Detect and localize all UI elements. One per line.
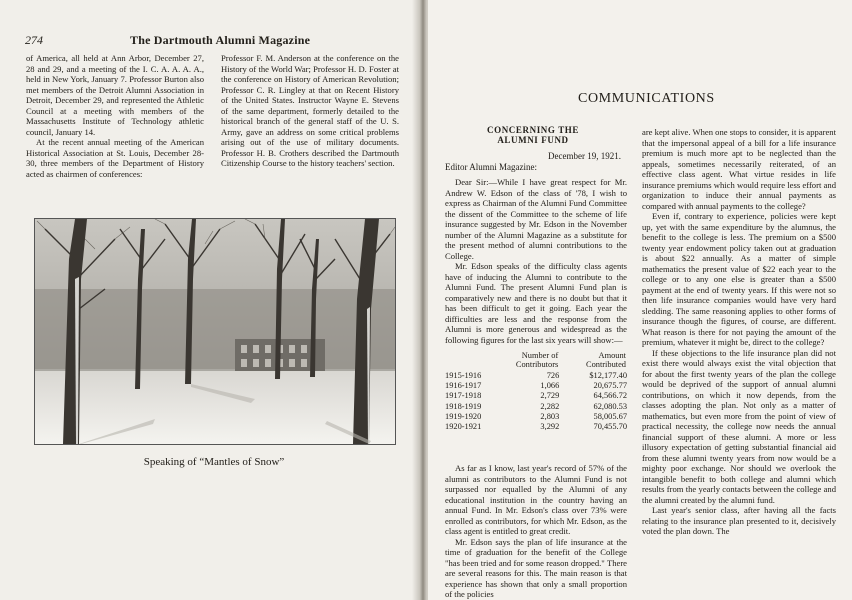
table-row	[445, 391, 627, 401]
table-row	[445, 402, 627, 412]
right-column-1-bottom	[445, 463, 627, 600]
amount-cell: $12,177.40	[589, 371, 627, 380]
paragraph: Even if, contrary to experience, policies were kept up, yet with the same expenditure by the alumnus, the benefit to the college is less. The premium on a $500 twenty year endowment policy taken out at graduation is about $22 annually. As a matter of simple mathematics the present value of $22 each year to the college or to any one else is greater than a $500 payment at the end of twenty years. If this were not so then life insurance companies would have very hard sledding. The same reasoning applies to other forms of insurance though the figures, of course, are different. What reason is there for not paying the amount of the premium, whatever it might be, direct to the college?	[642, 211, 836, 347]
years-cell: 1917-1918	[445, 391, 482, 401]
years-cell: 1915-1916	[445, 371, 482, 380]
left-column-1	[26, 53, 204, 179]
page-number: 274	[25, 33, 43, 47]
contributors-cell: 726	[546, 371, 560, 380]
contributors-header: Number of Contributors	[515, 351, 559, 369]
left-column-2	[221, 53, 399, 169]
contributors-cell: 2,803	[540, 411, 560, 421]
alumni-fund-table	[445, 350, 627, 432]
snow-photo	[34, 218, 396, 445]
photo-caption: Speaking of “Mantles of Snow”	[143, 456, 285, 468]
paragraph: If these objections to the life insurance plan did not exist there would always exist the vital objection that for about the first twenty years of the plan the college would be deprived of the support of annual alumni contributions, on which it now depends, from the classes adopting the plan. Not only as a matter of mathematics, but even more from the point of view of practical necessity, the college now needs the annual financial support of these alumni. A more or less illusory expectation of getting substantial financial aid from these alumni twenty years from now would be a mighty poor exchange. Nor should we overlook the intangible benefit to both college and alumni which results from the yearly contacts between the college and the alumni created by the alumni fund.	[642, 347, 836, 505]
table-row	[445, 422, 627, 432]
table-row	[445, 412, 627, 422]
amount-cell: 62,080.53	[593, 401, 627, 411]
paragraph: Last year's senior class, after having all the facts relating to the insurance plan presented to it, decisively voted the plan down. The	[642, 505, 836, 536]
contributors-cell: 2,282	[540, 401, 560, 411]
article-heading-line: CONCERNING THE	[487, 125, 579, 135]
amount-cell: 20,675.77	[593, 381, 627, 391]
paragraph: At the recent annual meeting of the American Historical Association at St. Louis, December 28-30, three members of the Department of History acted as chairmen of conferences:	[26, 137, 204, 179]
contributors-cell: 2,729	[540, 391, 560, 401]
amount-cell: 64,566.72	[593, 391, 627, 401]
years-cell: 1918-1919	[445, 401, 482, 411]
paragraph: of America, all held at Ann Arbor, December 27, 28 and 29, and a meeting of the I. C. A. A. A. A., held in New York, January 7. Professor Burton also met members of the Detroit Alumni Association in Detroit, December 29, and represented the Athletic Council at a meeting with members of the Massachusetts Institute of Technology athletic council, January 14.	[26, 53, 204, 137]
right-page	[428, 0, 852, 600]
right-column-2	[642, 127, 836, 537]
section-title: COMMUNICATIONS	[578, 91, 715, 106]
article-heading-line: ALUMNI FUND	[497, 135, 569, 145]
letter-date: December 19, 1921.	[548, 151, 621, 161]
paragraph: Dear Sir:—While I have great respect for Mr. Andrew W. Edson of the class of '78, I wish to express as Chairman of the Alumni Fund Committee the dissent of the Committee to the scheme of life insurance suggested by Mr. Edson in the November number of the Alumni Magazine as a substitute for the present method of alumni contributions to the College.	[445, 177, 627, 261]
paragraph: As far as I know, last year's record of 57% of the alumni as contributors to the Alumni Fund is not surpassed nor equalled by the Alumni of any educational institution in the country having an annual Fund. In Mr. Edson's class over 73% were enrolled as contributors, for which Mr. Edson, as the class agent is entitled to great credit.	[445, 463, 627, 536]
salutation: Editor Alumni Magazine:	[445, 162, 537, 172]
years-cell: 1920-1921	[445, 422, 482, 432]
contributors-cell: 1,066	[540, 381, 560, 391]
paragraph: Mr. Edson speaks of the difficulty class agents have of inducing the Alumni to contribute to the Alumni Fund. The present Alumni Fund plan is comparatively new and there is no doubt but that it has been difficult to get it going. Each year the difficulties are less and the response from the Alumni is more generous and widespread as the following figures for the last six years will show:—	[445, 261, 627, 345]
paragraph: Mr. Edson says the plan of life insurance at the time of graduation for the benefit of the College "has been tried and for some reason dropped." There are several reasons for this. The main reason is that experience has shown that only a small proportion of the policies	[445, 536, 627, 599]
left-page	[0, 0, 418, 600]
contributors-cell: 3,292	[540, 422, 560, 432]
years-cell: 1916-1917	[445, 381, 482, 391]
amount-header: Amount Contributed	[585, 351, 626, 369]
table-row	[445, 381, 627, 391]
right-column-1-top	[445, 177, 627, 345]
amount-cell: 70,455.70	[593, 422, 627, 432]
table-header-row	[445, 350, 627, 371]
amount-cell: 58,005.67	[593, 411, 627, 421]
table-row	[445, 371, 627, 381]
article-heading	[448, 125, 618, 145]
years-cell: 1919-1920	[445, 411, 482, 421]
paragraph: Professor F. M. Anderson at the conference on the History of the World War; Professor H. D. Foster at the conference on History of American Revolution; Professor C. R. Lingley at that on Recent History of the United States. Instructor Wayne E. Stevens of the same department, formerly detailed to the historical branch of the general staff of the U. S. Army, gave an address on some critical problems arising out of the use of military documents. Professor H. B. Crothers described the Dartmouth Citizenship Course to the history teachers' section.	[221, 53, 399, 168]
running-title: The Dartmouth Alumni Magazine	[130, 33, 311, 47]
paragraph: are kept alive. When one stops to consider, it is apparent that the impersonal appeal of a bill for a life insurance premium is much more apt to be neglected than the appeals, sometimes necessarily reiterated, of an effective class agent. What virtue resides in life insurance premiums which would require less effort and organization to induce their annual payments as compared with annual payments to the college?	[642, 127, 836, 211]
